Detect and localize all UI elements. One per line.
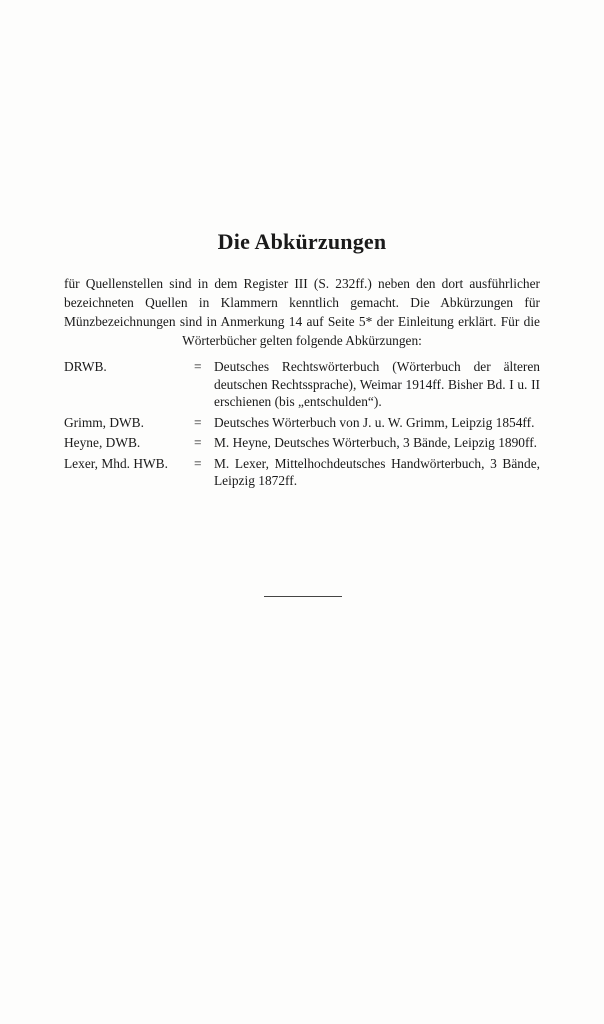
page-title: Die Abkürzungen [217, 229, 387, 254]
closing-rule [264, 596, 342, 597]
abbreviation-term: Heyne, DWB. [64, 435, 141, 450]
abbreviation-list [64, 358, 540, 493]
abbreviation-description: Deutsches Wörterbuch von J. u. W. Grimm, Leipzig 1854ff. [214, 414, 535, 430]
abbreviation-entry [64, 414, 540, 435]
abbreviation-description: M. Heyne, Deutsches Wörterbuch, 3 Bände, Leipzig 1890ff. [214, 435, 538, 450]
equals-sign: = [194, 455, 202, 471]
abbreviation-entry [64, 455, 540, 493]
equals-sign: = [194, 435, 202, 450]
intro-paragraph: für Quellenstellen sind in dem Register III (S. 232ff.) neben den dort ausführlicher bezeichneten Quellen in Klammern kenntlich gemacht. Die Abkürzungen für Münzbezeichnungen sind in Anmerkung 14 auf Seite 5* der Einleitung erklärt. Für die Wörterbücher gelten folgende Abkürzungen: [64, 276, 540, 348]
equals-sign: = [194, 414, 202, 430]
abbreviation-description: Deutsches Rechtswörterbuch (Wörterbuch der älteren deutschen Rechtssprache), Weimar 1914ff. Bisher Bd. I u. II erschienen (bis „entschulden“). [214, 359, 540, 409]
equals-sign: = [194, 359, 202, 374]
abbreviation-term: Grimm, DWB. [64, 414, 144, 430]
abbreviation-description: M. Lexer, Mittelhochdeutsches Handwörterbuch, 3 Bände, Leipzig 1872ff. [214, 455, 540, 488]
abbreviation-entry [64, 358, 540, 414]
abbreviation-term: Lexer, Mhd. HWB. [64, 455, 168, 471]
abbreviation-entry [64, 434, 540, 455]
abbreviation-term: DRWB. [64, 359, 107, 374]
